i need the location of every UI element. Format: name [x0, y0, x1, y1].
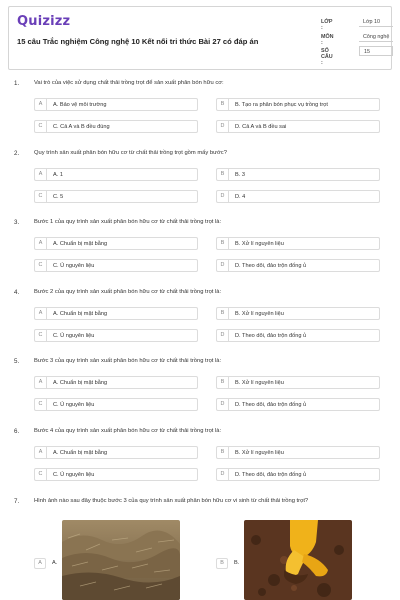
- question-text: Bước 3 của quy trình sản xuất phân bón hữu cơ từ chất thải trồng trọt là:: [34, 358, 222, 364]
- option-c[interactable]: [34, 329, 198, 342]
- option-letter: B: [216, 558, 228, 569]
- option-b[interactable]: [216, 307, 380, 320]
- option-letter: C: [35, 121, 47, 132]
- option-letter: A: [35, 99, 47, 110]
- option-text: A. Chuẩn bị mặt bằng: [53, 240, 108, 247]
- option-d[interactable]: [216, 120, 380, 133]
- option-a[interactable]: [34, 168, 198, 181]
- option-letter: A: [34, 558, 46, 569]
- option-letter: D: [217, 121, 229, 132]
- option-text: C. Ủ nguyên liệu: [53, 332, 95, 339]
- worksheet-title: 15 câu Trắc nghiệm Công nghệ 10 Kết nối tri thức Bài 27 có đáp án: [17, 37, 259, 46]
- option-letter: C: [35, 399, 47, 410]
- meta-subject-value: Công nghệ: [359, 32, 393, 42]
- option-c[interactable]: [34, 398, 198, 411]
- option-letter: C: [35, 330, 47, 341]
- option-text: D. Theo dõi, đảo trộn đống ủ: [235, 262, 307, 269]
- meta-grade-label: LỚP :: [321, 19, 333, 31]
- option-a[interactable]: [34, 446, 198, 459]
- option-c[interactable]: [34, 120, 198, 133]
- option-a[interactable]: [34, 376, 198, 389]
- option-c[interactable]: [34, 190, 198, 203]
- option-text: B. Xử lí nguyên liệu: [235, 379, 284, 386]
- worksheet-header: [8, 6, 392, 70]
- question-number: 3.: [14, 219, 20, 226]
- option-letter: C: [35, 260, 47, 271]
- question-text: Quy trình sản xuất phân bón hữu cơ từ chất thải trồng trọt gồm mấy bước?: [34, 150, 227, 156]
- quizizz-logo: Quizizz: [17, 14, 71, 29]
- question-text: Vai trò của việc sử dụng chất thải trồng trọt để sản xuất phân bón hữu cơ:: [34, 80, 224, 86]
- option-text: B. Xử lí nguyên liệu: [235, 449, 284, 456]
- option-letter: A: [35, 377, 47, 388]
- image-option-b[interactable]: [216, 520, 366, 600]
- option-text: B.: [234, 560, 240, 566]
- question-number: 5.: [14, 358, 20, 365]
- option-letter: D: [217, 260, 229, 271]
- option-letter: A: [35, 169, 47, 180]
- question-number: 1.: [14, 80, 20, 87]
- question-text: Bước 4 của quy trình sản xuất phân bón hữu cơ từ chất thải trồng trọt là:: [34, 428, 222, 434]
- option-letter: C: [35, 191, 47, 202]
- option-text: D. Cả A và B đều sai: [235, 123, 287, 130]
- option-text: B. Xử lí nguyên liệu: [235, 240, 284, 247]
- option-text: D. 4: [235, 193, 246, 200]
- option-text: A. Chuẩn bị mặt bằng: [53, 449, 108, 456]
- option-text: C. Cả A và B đều đúng: [53, 123, 110, 130]
- question-text: Bước 1 của quy trình sản xuất phân bón hữu cơ từ chất thải trồng trọt là:: [34, 219, 222, 225]
- question-number: 7.: [14, 498, 20, 505]
- option-text: D. Theo dõi, đảo trộn đống ủ: [235, 471, 307, 478]
- option-d[interactable]: [216, 259, 380, 272]
- option-text: C. 5: [53, 193, 64, 200]
- option-letter: B: [217, 308, 229, 319]
- option-letter: D: [217, 330, 229, 341]
- option-letter: A: [35, 308, 47, 319]
- image-option-a[interactable]: [34, 520, 184, 600]
- option-text: B. Tạo ra phân bón phục vụ trồng trọt: [235, 101, 328, 108]
- option-letter: B: [217, 238, 229, 249]
- meta-count-value: 15: [359, 46, 393, 56]
- option-b[interactable]: [216, 376, 380, 389]
- option-d[interactable]: [216, 398, 380, 411]
- compost-pile-photo: [62, 520, 180, 600]
- option-a[interactable]: [34, 307, 198, 320]
- option-letter: C: [35, 469, 47, 480]
- option-c[interactable]: [34, 468, 198, 481]
- option-text: A.: [52, 560, 58, 566]
- question-number: 4.: [14, 289, 20, 296]
- option-a[interactable]: [34, 237, 198, 250]
- option-letter: B: [217, 169, 229, 180]
- option-letter: A: [35, 447, 47, 458]
- question-text: Hình ảnh nào sau đây thuộc bước 3 của quy trình sản xuất phân bón hữu cơ vi sinh từ chất thải trồng trọt?: [34, 498, 309, 504]
- question-number: 2.: [14, 150, 20, 157]
- option-text: D. Theo dõi, đảo trộn đống ủ: [235, 332, 307, 339]
- compost-hands-photo: [244, 520, 352, 600]
- option-b[interactable]: [216, 446, 380, 459]
- option-d[interactable]: [216, 190, 380, 203]
- option-b[interactable]: [216, 168, 380, 181]
- option-b[interactable]: [216, 98, 380, 111]
- option-text: C. Ủ nguyên liệu: [53, 262, 95, 269]
- option-text: B. 3: [235, 171, 245, 178]
- option-text: B. Xử lí nguyên liệu: [235, 310, 284, 317]
- option-a[interactable]: [34, 98, 198, 111]
- option-letter: D: [217, 399, 229, 410]
- option-d[interactable]: [216, 329, 380, 342]
- option-text: A. Bảo vệ môi trường: [53, 101, 107, 108]
- option-text: C. Ủ nguyên liệu: [53, 471, 95, 478]
- option-letter: B: [217, 99, 229, 110]
- option-text: D. Theo dõi, đảo trộn đống ủ: [235, 401, 307, 408]
- option-letter: B: [217, 447, 229, 458]
- meta-grade-value: Lớp 10: [359, 17, 393, 27]
- option-text: C. Ủ nguyên liệu: [53, 401, 95, 408]
- option-letter: B: [217, 377, 229, 388]
- option-text: A. 1: [53, 171, 63, 178]
- option-text: A. Chuẩn bị mặt bằng: [53, 379, 108, 386]
- option-text: A. Chuẩn bị mặt bằng: [53, 310, 108, 317]
- option-letter: A: [35, 238, 47, 249]
- question-number: 6.: [14, 428, 20, 435]
- meta-subject-label: MÔN :: [321, 34, 334, 46]
- option-b[interactable]: [216, 237, 380, 250]
- option-d[interactable]: [216, 468, 380, 481]
- meta-count-label: SỐ CÂU :: [321, 48, 333, 66]
- question-text: Bước 2 của quy trình sản xuất phân bón hữu cơ từ chất thải trồng trọt là:: [34, 289, 222, 295]
- option-c[interactable]: [34, 259, 198, 272]
- option-letter: D: [217, 469, 229, 480]
- option-letter: D: [217, 191, 229, 202]
